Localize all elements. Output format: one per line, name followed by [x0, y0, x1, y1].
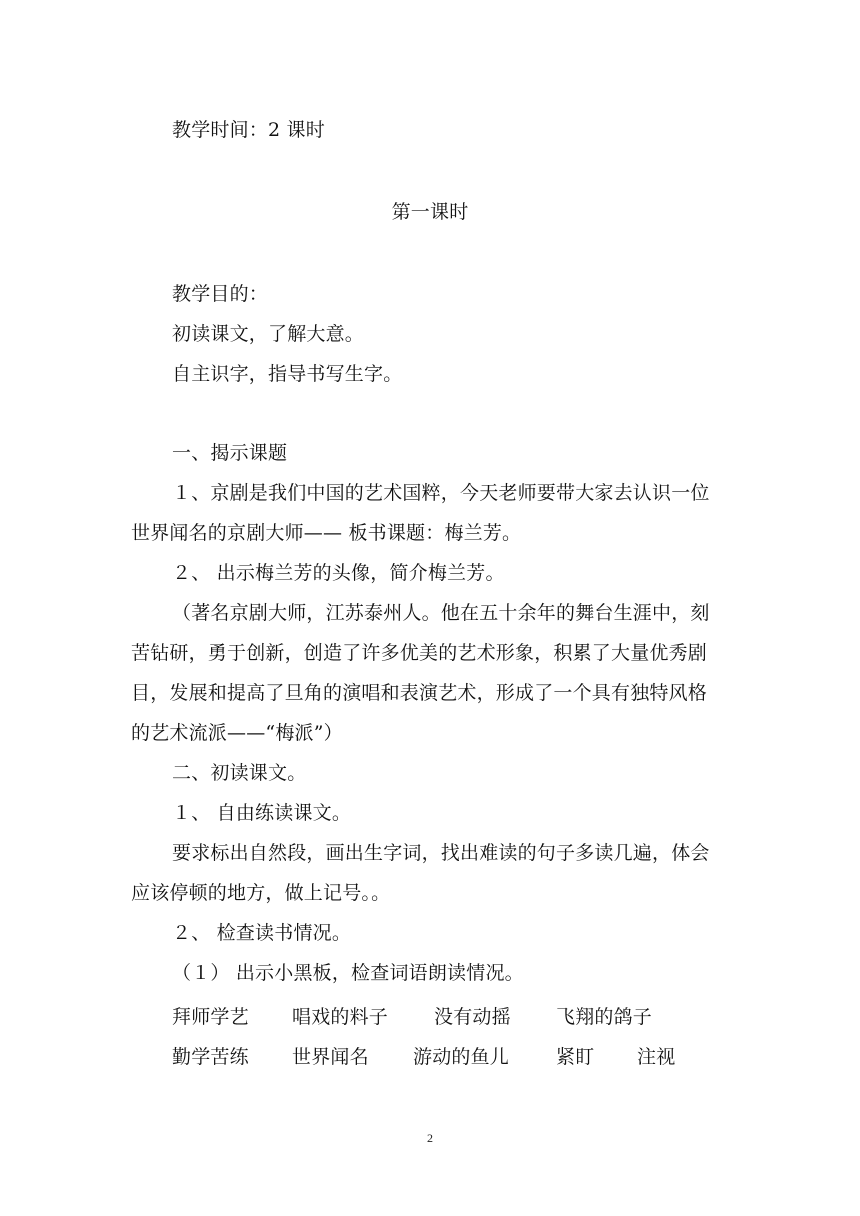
paragraph-line: ２、 检查读书情况。: [172, 922, 352, 944]
vocabulary-word: 拜师学艺: [172, 1006, 249, 1028]
vocabulary-word: 飞翔的鸽子: [556, 1006, 653, 1028]
paragraph-line: 要求标出自然段，画出生字词，找出难读的句子多读几遍，体会: [172, 842, 710, 864]
paragraph-line: 应该停顿的地方，做上记号。。: [131, 882, 391, 904]
vocabulary-word: 世界闻名: [292, 1046, 369, 1068]
paragraph-line: 目，发展和提高了旦角的演唱和表演艺术，形成了一个具有独特风格: [131, 682, 708, 704]
vocabulary-word: 游动的鱼儿: [413, 1046, 510, 1068]
objectives-heading: 教学目的：: [172, 283, 269, 305]
paragraph-line: 世界闻名的京剧大师—— 板书课题：梅兰芳。: [131, 522, 522, 544]
page-number: 2: [427, 1131, 433, 1145]
paragraph-line: 的艺术流派——“梅派”）: [131, 722, 343, 744]
paragraph-line: １、京剧是我们中国的艺术国粹，今天老师要带大家去认识一位: [172, 482, 710, 504]
lesson-heading: 第一课时: [391, 201, 469, 223]
vocabulary-word: 唱戏的料子: [292, 1006, 389, 1028]
paragraph-line: （著名京剧大师，江苏泰州人。他在五十余年的舞台生涯中，刻: [172, 602, 710, 624]
objective-item: 自主识字，指导书写生字。: [172, 363, 403, 385]
section-one-heading: 一、揭示课题: [172, 442, 288, 464]
vocabulary-word: 注视: [637, 1046, 676, 1068]
paragraph-line: （１） 出示小黑板，检查词语朗读情况。: [172, 962, 524, 984]
vocabulary-word: 没有动摇: [434, 1006, 511, 1028]
objective-item: 初读课文，了解大意。: [172, 323, 365, 345]
vocabulary-word: 紧盯: [556, 1046, 595, 1068]
paragraph-line: １、 自由练读课文。: [172, 802, 352, 824]
paragraph-line: ２、 出示梅兰芳的头像，简介梅兰芳。: [172, 562, 505, 584]
teaching-time: 教学时间：2 课时: [172, 119, 325, 141]
vocabulary-word: 勤学苦练: [172, 1046, 249, 1068]
section-two-heading: 二、初读课文。: [172, 762, 307, 784]
paragraph-line: 苦钻研，勇于创新，创造了许多优美的艺术形象，积累了大量优秀剧: [131, 642, 708, 664]
